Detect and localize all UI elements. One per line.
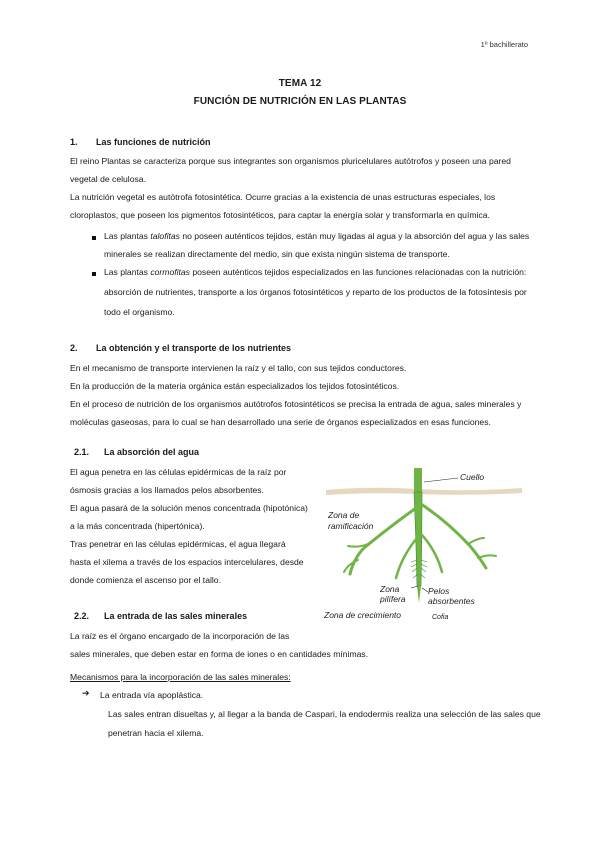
stem [414,468,422,492]
label-pilifera-2: pilífera [380,594,406,604]
lateral-branch [478,555,496,558]
s1-bullet-1-line-2: minerales se realizan directamente del medio, sin que exista ningún sistema de transporte. [104,249,450,259]
section-2-1-number: 2.1. [74,447,90,457]
section-2-1-title: La absorción del agua [104,447,200,457]
page-subtitle: FUNCIÓN DE NUTRICIÓN EN LAS PLANTAS [193,96,407,107]
s21-line-2: ósmosis gracias a los llamados pelos absorbentes. [70,485,264,495]
label-pelos-1: Pelos [428,586,450,596]
s21-line-1: El agua penetra en las células epidérmicas de la raíz por [70,467,287,477]
label-crecimiento: Zona de crecimiento [324,610,402,620]
lateral-root-left [350,508,416,574]
term-talofitas: talofitas [150,231,180,241]
section-2-number: 2. [70,343,78,353]
s1-bullet-1-line-1: Las plantas talofitas no poseen auténticos tejidos, están muy ligadas al agua y la absorción del agua y las sales [104,231,530,241]
section-2-title: La obtención y el transporte de los nutrientes [96,343,292,353]
label-ramificacion-2: ramificación [328,521,374,531]
s22-item-1-line-2: penetran hacia el xilema. [108,728,204,738]
section-1-title: Las funciones de nutrición [96,137,211,147]
s1-bullet-2-line-2: absorción de nutrientes, transporte a los órganos fotosintéticos y reparto de los productos de la fotosíntesis por [104,287,527,297]
s2-line-1: En el mecanismo de transporte intervienen la raíz y el tallo, con sus tejidos conductores. [70,363,407,373]
s2-line-3: En el proceso de nutrición de los organismos autótrofos fotosintéticos se precisa la entrada de agua, sales minerales y [70,399,522,409]
s1-paragraph-2-line-2: cloroplastos, que poseen los pigmentos fotosintéticos, para captar la energía solar y transformarla en química. [70,210,490,220]
section-1-number: 1. [70,137,78,147]
bullet-square-icon [92,272,96,276]
section-2-2-number: 2.2. [74,611,90,621]
label-pelos-2: absorbentes [428,596,475,606]
s22-mechanisms-heading: Mecanismos para la incorporación de las sales minerales: [70,672,291,682]
section-2-heading [70,343,291,353]
s21-line-6: hasta el xilema a través de los espacios intercelulares, desde [70,557,304,567]
label-cofia: Cofia [432,614,449,621]
s22-line-1: La raíz es el órgano encargado de la incorporación de las [70,631,290,641]
lateral-root-right-lower [421,534,442,572]
lateral-branch [468,538,484,544]
lateral-root-right [421,504,486,568]
section-2-1-heading [74,447,199,457]
label-ramificacion-1: Zona de [328,510,360,520]
section-2-2-title: La entrada de las sales minerales [104,611,248,621]
root-diagram [318,468,530,628]
s21-line-5: Tras penetrar en las células epidérmicas, el agua llegará [70,539,286,549]
s21-line-4: a la más concentrada (hipertónica). [70,521,205,531]
s21-line-3: El agua pasará de la solución menos concentrada (hipotónica) [70,503,308,513]
s1-paragraph-1-line-1: El reino Plantas se caracteriza porque sus integrantes son organismos pluricelulares autótrofos y poseen una pared [70,156,511,166]
s1-bullet-2-line-1: Las plantas cormofitas poseen auténticos tejidos especializados en las funciones relacionadas con la nutrición: [104,267,527,277]
s22-line-2: sales minerales, que deben estar en forma de iones o en cantidades mínimas. [70,649,369,659]
root-tip [417,586,421,603]
s1-bullet-2-line-3: todo el organismo. [104,307,175,317]
arrow-right-icon: ➔ [82,688,90,698]
course-label: 1º bachillerato [480,40,528,49]
lateral-root-left-lower [396,538,417,578]
s2-line-2: En la producción de la materia orgánica están especializados los tejidos fotosintéticos. [70,381,400,391]
s22-item-1: La entrada vía apoplástica. [100,690,204,700]
label-cuello: Cuello [460,472,485,482]
label-pilifera-1: Zona [380,584,400,594]
s1-paragraph-2-line-1: La nutrición vegetal es autótrofa fotosintética. Ocurre gracias a la existencia de unas estructuras especiales, los [70,192,496,202]
s1-paragraph-1-line-2: vegetal de celulosa. [70,174,146,184]
term-cormofitas: cormofitas [150,267,190,277]
s22-item-1-line-1: Las sales entran disueltas y, al llegar a la banda de Caspari, la endodermis realiza una selección de las sales que [108,709,541,719]
section-2-2-heading [74,611,247,621]
section-1-heading [70,137,211,147]
s2-line-4: moléculas gaseosas, para lo cual se han desarrollado una serie de órganos especializados en esas funciones. [70,417,491,427]
soil-surface [326,488,522,495]
s21-line-7: donde comienza el ascenso por el tallo. [70,575,221,585]
page-title: TEMA 12 [278,78,322,89]
bullet-square-icon [92,236,96,240]
